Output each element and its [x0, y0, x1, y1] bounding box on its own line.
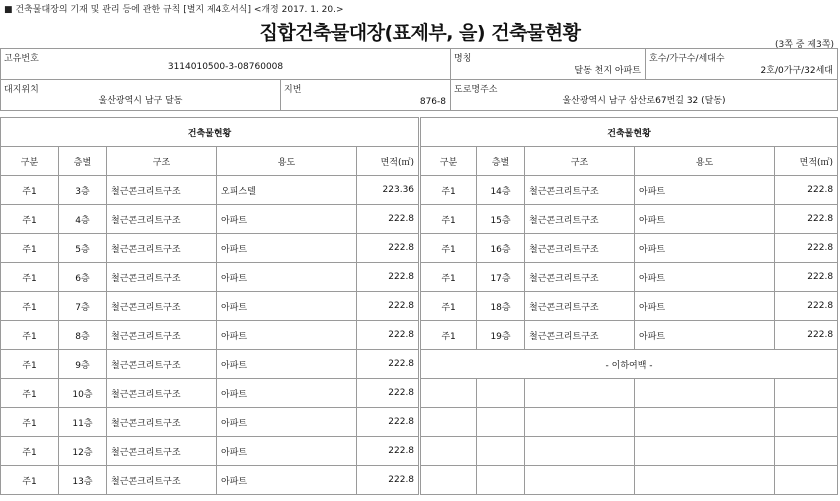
cell-use: 아파트	[635, 292, 775, 321]
info-row-1	[1, 49, 838, 80]
empty-cell	[635, 437, 775, 466]
cell-structure: 철근콘크리트구조	[107, 263, 217, 292]
page-count: (3쪽 중 제3쪽)	[775, 40, 834, 50]
cell-area: 222.8	[357, 321, 419, 350]
lot-label: 지번	[284, 85, 302, 95]
cell-floor: 3층	[59, 176, 107, 205]
cell-floor: 8층	[59, 321, 107, 350]
table-row	[1, 350, 838, 379]
blank-note: - 이하여백 -	[421, 350, 838, 379]
cell-floor: 11층	[59, 408, 107, 437]
cell-type: 주1	[1, 321, 59, 350]
cell-type: 주1	[421, 234, 477, 263]
cell-structure: 철근콘크리트구조	[525, 321, 635, 350]
empty-cell	[477, 408, 525, 437]
cell-use: 아파트	[635, 321, 775, 350]
empty-cell	[421, 437, 477, 466]
cell-floor: 17층	[477, 263, 525, 292]
empty-cell	[775, 437, 838, 466]
info-row-2	[1, 80, 838, 111]
unique-no-value: 3114010500-3-08760008	[167, 62, 284, 72]
cell-type: 주1	[1, 292, 59, 321]
cell-use: 아파트	[217, 437, 357, 466]
cell-type: 주1	[421, 321, 477, 350]
cell-use: 아파트	[635, 234, 775, 263]
empty-cell	[477, 466, 525, 495]
cell-floor: 12층	[59, 437, 107, 466]
empty-cell	[477, 437, 525, 466]
lot-value: 876-8	[419, 97, 446, 107]
cell-structure: 철근콘크리트구조	[107, 379, 217, 408]
section-header-row	[1, 118, 838, 147]
cell-use: 아파트	[217, 466, 357, 495]
table-row	[1, 321, 838, 350]
cell-structure: 철근콘크리트구조	[525, 234, 635, 263]
cell-structure: 철근콘크리트구조	[107, 408, 217, 437]
cell-structure: 철근콘크리트구조	[525, 292, 635, 321]
cell-area: 222.8	[775, 176, 838, 205]
unique-no-label: 고유번호	[4, 54, 39, 64]
cell-structure: 철근콘크리트구조	[525, 205, 635, 234]
road-address-cell	[451, 80, 838, 111]
empty-cell	[635, 466, 775, 495]
table-row	[1, 292, 838, 321]
name-value: 달동 천지 아파트	[574, 66, 641, 76]
empty-cell	[525, 379, 635, 408]
empty-cell	[421, 408, 477, 437]
cell-floor: 18층	[477, 292, 525, 321]
cell-area: 222.8	[775, 321, 838, 350]
cell-use: 아파트	[217, 263, 357, 292]
table-row	[1, 234, 838, 263]
cell-type: 주1	[1, 234, 59, 263]
cell-area: 222.8	[357, 292, 419, 321]
col-area-header: 면적(㎡)	[357, 147, 419, 176]
empty-cell	[525, 408, 635, 437]
road-address-value: 울산광역시 남구 삼산로67번길 32 (달동)	[562, 96, 726, 106]
right-section-title: 건축물현황	[421, 118, 838, 147]
cell-structure: 철근콘크리트구조	[107, 292, 217, 321]
regulation-note: ■ 건축물대장의 기재 및 관리 등에 관한 규칙 [별지 제4호서식] <개정 2017. 1. 20.>	[4, 5, 344, 15]
cell-floor: 9층	[59, 350, 107, 379]
cell-area: 222.8	[357, 379, 419, 408]
cell-use: 아파트	[217, 234, 357, 263]
cell-area: 223.36	[357, 176, 419, 205]
cell-floor: 16층	[477, 234, 525, 263]
name-label: 명칭	[454, 54, 472, 64]
cell-structure: 철근콘크리트구조	[107, 234, 217, 263]
cell-area: 222.8	[357, 466, 419, 495]
left-section-title: 건축물현황	[1, 118, 419, 147]
cell-floor: 5층	[59, 234, 107, 263]
building-status-table	[0, 117, 838, 495]
cell-structure: 철근콘크리트구조	[107, 437, 217, 466]
table-row	[1, 379, 838, 408]
location-label: 대지위치	[4, 85, 39, 95]
cell-use: 아파트	[217, 292, 357, 321]
table-row	[1, 437, 838, 466]
road-address-label: 도로명주소	[454, 85, 498, 95]
units-value: 2호/0가구/32세대	[760, 66, 833, 76]
empty-cell	[477, 379, 525, 408]
empty-cell	[635, 379, 775, 408]
empty-cell	[775, 379, 838, 408]
cell-floor: 7층	[59, 292, 107, 321]
cell-use: 아파트	[635, 176, 775, 205]
cell-area: 222.8	[357, 205, 419, 234]
cell-use: 아파트	[217, 205, 357, 234]
cell-use: 아파트	[217, 321, 357, 350]
col-type-header: 구분	[421, 147, 477, 176]
cell-type: 주1	[1, 263, 59, 292]
table-row	[1, 263, 838, 292]
cell-area: 222.8	[357, 437, 419, 466]
cell-area: 222.8	[775, 292, 838, 321]
empty-cell	[525, 466, 635, 495]
cell-structure: 철근콘크리트구조	[525, 263, 635, 292]
cell-floor: 6층	[59, 263, 107, 292]
empty-cell	[775, 408, 838, 437]
col-structure-header: 구조	[525, 147, 635, 176]
cell-type: 주1	[421, 205, 477, 234]
table-row	[1, 408, 838, 437]
name-cell	[451, 49, 646, 80]
cell-area: 222.8	[357, 234, 419, 263]
cell-use: 아파트	[217, 379, 357, 408]
location-value: 울산광역시 남구 달동	[98, 96, 183, 106]
cell-use: 아파트	[217, 350, 357, 379]
units-cell	[646, 49, 838, 80]
column-header-row	[1, 147, 838, 176]
cell-use: 오피스텔	[217, 176, 357, 205]
col-use-header: 용도	[217, 147, 357, 176]
cell-use: 아파트	[635, 205, 775, 234]
cell-type: 주1	[1, 408, 59, 437]
col-area-header: 면적(㎡)	[775, 147, 838, 176]
cell-area: 222.8	[775, 205, 838, 234]
empty-cell	[775, 466, 838, 495]
col-floor-header: 층별	[59, 147, 107, 176]
cell-structure: 철근콘크리트구조	[107, 321, 217, 350]
col-type-header: 구분	[1, 147, 59, 176]
cell-floor: 4층	[59, 205, 107, 234]
empty-cell	[635, 408, 775, 437]
cell-type: 주1	[1, 437, 59, 466]
empty-cell	[421, 466, 477, 495]
cell-type: 주1	[1, 176, 59, 205]
building-info-table	[0, 48, 838, 111]
cell-structure: 철근콘크리트구조	[525, 176, 635, 205]
cell-structure: 철근콘크리트구조	[107, 205, 217, 234]
cell-structure: 철근콘크리트구조	[107, 350, 217, 379]
page-title: 집합건축물대장(표제부, 을) 건축물현황	[259, 22, 581, 44]
cell-type: 주1	[1, 466, 59, 495]
col-structure-header: 구조	[107, 147, 217, 176]
empty-cell	[421, 379, 477, 408]
table-row	[1, 466, 838, 495]
cell-structure: 철근콘크리트구조	[107, 176, 217, 205]
cell-type: 주1	[1, 205, 59, 234]
units-label: 호수/가구수/세대수	[649, 54, 725, 64]
cell-type: 주1	[1, 350, 59, 379]
cell-use: 아파트	[635, 263, 775, 292]
cell-floor: 19층	[477, 321, 525, 350]
cell-floor: 10층	[59, 379, 107, 408]
cell-area: 222.8	[775, 234, 838, 263]
table-row	[1, 176, 838, 205]
cell-floor: 13층	[59, 466, 107, 495]
cell-area: 222.8	[357, 263, 419, 292]
table-row	[1, 205, 838, 234]
cell-type: 주1	[1, 379, 59, 408]
lot-cell	[281, 80, 451, 111]
empty-cell	[525, 437, 635, 466]
cell-structure: 철근콘크리트구조	[107, 466, 217, 495]
cell-type: 주1	[421, 176, 477, 205]
cell-type: 주1	[421, 263, 477, 292]
cell-floor: 14층	[477, 176, 525, 205]
col-use-header: 용도	[635, 147, 775, 176]
cell-floor: 15층	[477, 205, 525, 234]
cell-type: 주1	[421, 292, 477, 321]
cell-area: 222.8	[357, 350, 419, 379]
unique-no-cell	[1, 49, 451, 80]
cell-area: 222.8	[775, 263, 838, 292]
col-floor-header: 층별	[477, 147, 525, 176]
cell-use: 아파트	[217, 408, 357, 437]
cell-area: 222.8	[357, 408, 419, 437]
location-cell	[1, 80, 281, 111]
